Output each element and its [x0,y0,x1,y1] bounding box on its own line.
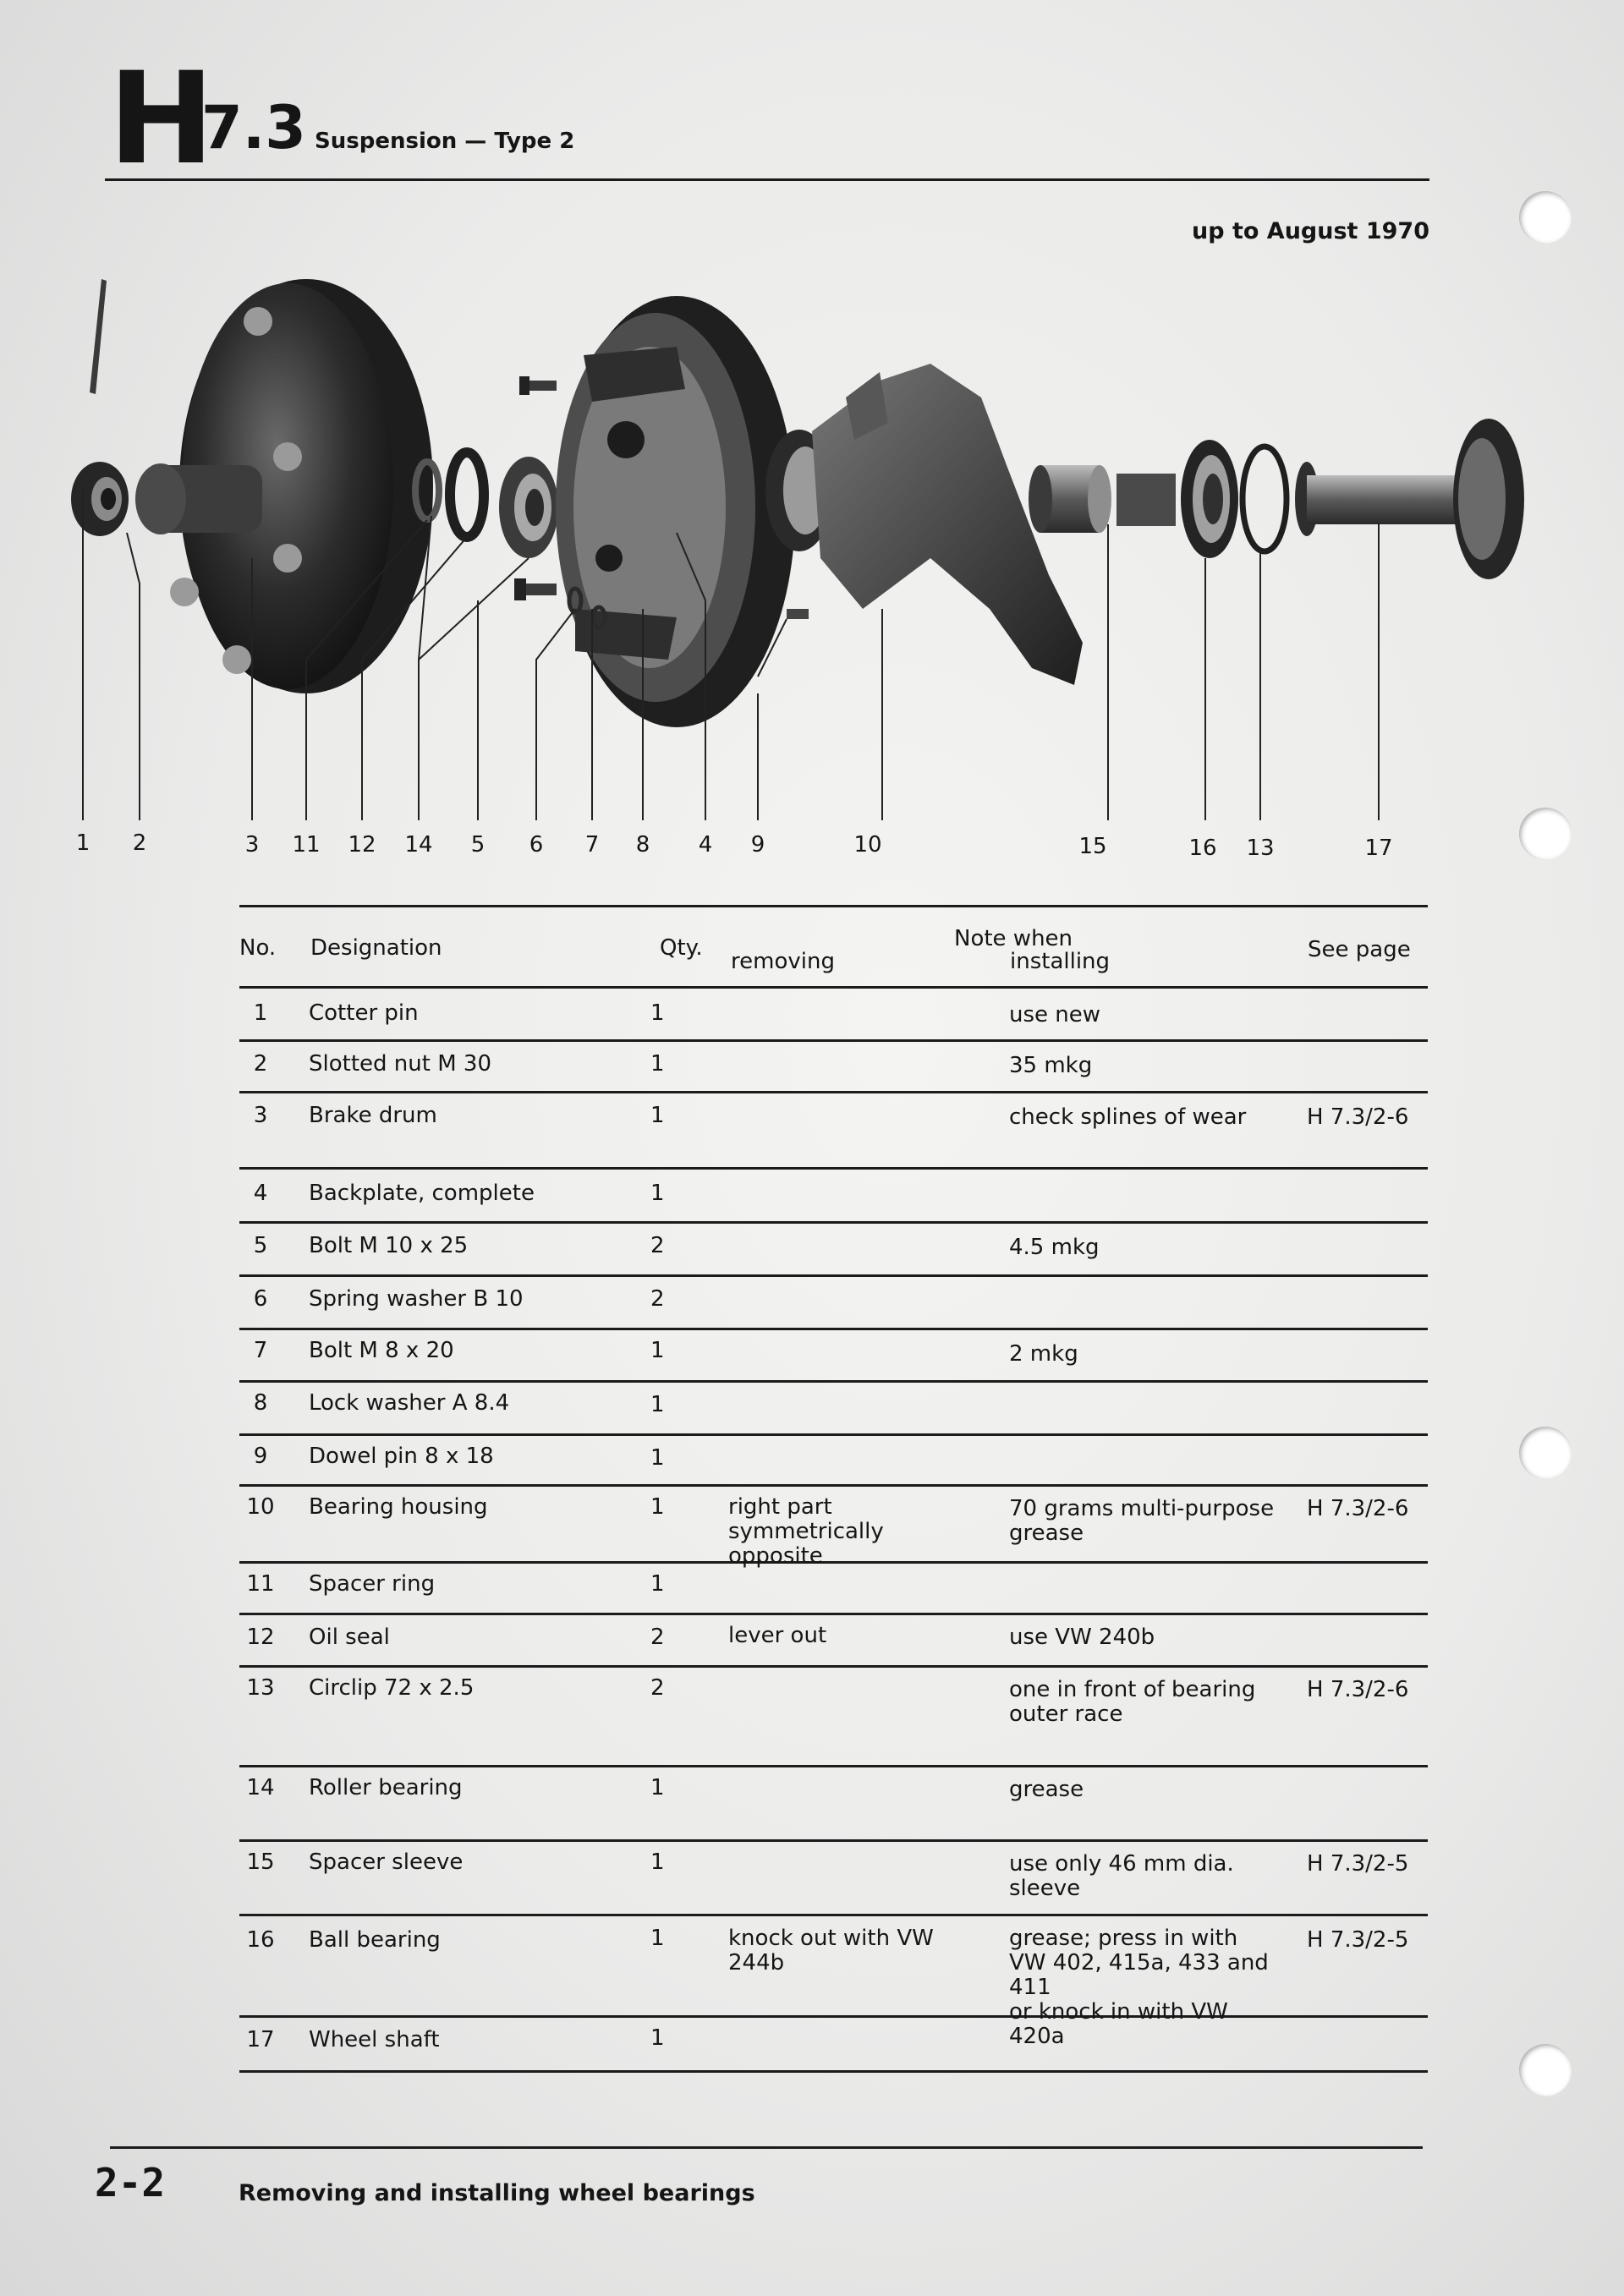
callout-10: 10 [853,832,882,858]
table-row [239,1042,1428,1093]
page-number: 2-2 [95,2160,166,2206]
callout-2: 2 [132,830,147,856]
row-no: 8 [253,1390,268,1416]
footer-rule [110,2146,1423,2149]
row-qty: 1 [650,2025,665,2051]
row-qty: 2 [650,1286,665,1312]
row-no: 1 [253,1000,268,1026]
punch-hole-middle [1519,1427,1572,1479]
row-qty: 1 [650,1338,665,1363]
row-no: 16 [246,1927,275,1953]
header-qty: Qty. [660,935,703,961]
table-row [239,1615,1428,1668]
callout-12: 12 [348,832,376,858]
brake-drum-part [135,279,433,693]
punch-hole-lower [1519,2044,1572,2096]
row-installing: 2 mkg [1009,1341,1078,1367]
row-installing: use new [1009,1002,1101,1027]
ball-bearing-part [1116,440,1238,558]
header-installing: installing [1010,949,1111,974]
table-top-rule [239,905,1428,907]
row-see-page: H 7.3/2-5 [1307,1851,1409,1877]
row-qty: 1 [650,1181,665,1206]
footer-title: Removing and installing wheel bearings [239,2180,755,2206]
callout-14: 14 [404,832,433,858]
row-see-page: H 7.3/2-6 [1307,1677,1409,1702]
row-qty: 1 [650,1051,665,1077]
callout-9: 9 [750,832,765,858]
row-designation: Bolt M 10 x 25 [309,1233,469,1258]
table-row [239,1436,1428,1487]
dowel-pin-part [787,609,809,619]
row-no: 4 [253,1181,268,1206]
callout-3: 3 [244,832,260,858]
row-qty: 1 [650,1775,665,1800]
row-designation: Brake drum [309,1103,437,1128]
callout-4: 4 [698,832,713,858]
row-removing: lever out [728,1623,827,1648]
callout-6: 6 [529,832,544,858]
row-designation: Spacer ring [309,1571,436,1597]
callout-8: 8 [635,832,650,858]
row-no: 5 [253,1233,268,1258]
row-designation: Spring washer B 10 [309,1286,524,1312]
row-no: 13 [246,1675,275,1701]
row-no: 2 [253,1051,268,1077]
section-title: Suspension — Type 2 [315,129,575,154]
callout-13: 13 [1246,836,1275,861]
exploded-view-drawing [34,254,1556,863]
table-row [239,1668,1428,1767]
row-designation: Cotter pin [309,1000,419,1026]
slotted-nut-part [71,462,129,536]
bolt-m10-part [514,578,557,600]
row-no: 6 [253,1286,268,1312]
row-designation: Wheel shaft [309,2027,440,2052]
section-number: 7.3 [201,93,307,162]
table-row [239,1224,1428,1277]
row-qty: 1 [650,1571,665,1597]
applicability-note: up to August 1970 [1192,218,1429,244]
row-no: 14 [246,1775,275,1800]
row-qty: 1 [650,1849,665,1875]
spacer-sleeve-part [1029,465,1111,533]
wheel-shaft-part [1295,419,1524,579]
header-note-when: Note when [954,926,1073,951]
oil-seal-part [450,452,484,537]
header-removing: removing [731,949,835,974]
row-qty: 1 [650,1392,665,1417]
row-see-page: H 7.3/2-6 [1307,1496,1409,1521]
row-installing: grease [1009,1777,1084,1802]
row-designation: Backplate, complete [309,1181,535,1206]
circlip-part [1243,447,1287,551]
table-row [239,2018,1428,2073]
row-designation: Ball bearing [309,1927,441,1953]
table-row [239,1277,1428,1330]
row-no: 17 [246,2027,275,2052]
callout-15: 15 [1078,834,1107,859]
row-no: 12 [246,1625,275,1650]
row-designation: Bearing housing [309,1494,488,1520]
row-no: 11 [246,1571,275,1597]
row-installing: 35 mkg [1009,1053,1093,1078]
callout-16: 16 [1188,836,1217,861]
table-row [239,1330,1428,1383]
row-installing: grease; press in with VW 402, 415a, 433 and 411 or knock in with VW 420a [1009,1926,1269,2049]
row-installing: use VW 240b [1009,1625,1155,1650]
row-designation: Oil seal [309,1625,390,1650]
row-designation: Slotted nut M 30 [309,1051,491,1077]
row-installing: 70 grams multi-purpose grease [1009,1496,1275,1546]
row-installing: check splines of wear [1009,1104,1247,1130]
row-designation: Circlip 72 x 2.5 [309,1675,475,1701]
punch-hole-top [1519,191,1572,244]
row-no: 15 [246,1849,275,1875]
header-no: No. [239,935,277,961]
row-installing: one in front of bearing outer race [1009,1677,1256,1727]
callout-17: 17 [1364,836,1393,861]
callout-7: 7 [584,832,600,858]
row-qty: 1 [650,1103,665,1128]
callout-11: 11 [292,832,321,858]
callout-5: 5 [470,832,486,858]
row-qty: 1 [650,1445,665,1471]
row-designation: Bolt M 8 x 20 [309,1338,454,1363]
row-removing: knock out with VW 244b [728,1926,934,1975]
row-no: 3 [253,1103,268,1128]
row-qty: 1 [650,1494,665,1520]
exploded-view-diagram [34,254,1556,863]
table-row [239,1564,1428,1615]
row-designation: Lock washer A 8.4 [309,1390,510,1416]
row-designation: Dowel pin 8 x 18 [309,1444,494,1469]
row-no: 9 [253,1444,268,1469]
row-designation: Roller bearing [309,1775,463,1800]
row-no: 7 [253,1338,268,1363]
table-row [239,1487,1428,1569]
header-designation: Designation [310,935,442,961]
roller-bearing-part [499,457,558,558]
cotter-pin-part [81,254,107,482]
row-qty: 2 [650,1675,665,1701]
table-row [239,1093,1428,1170]
row-designation: Spacer sleeve [309,1849,464,1875]
table-row [239,988,1428,1042]
table-row [239,1170,1428,1224]
bolt-m8-part [519,376,557,395]
row-qty: 2 [650,1625,665,1650]
row-see-page: H 7.3/2-6 [1307,1104,1409,1130]
row-no: 10 [246,1494,275,1520]
table-row [239,1767,1428,1842]
table-row [239,1842,1428,1916]
section-letter: H [108,46,211,193]
row-removing: right part symmetrically opposite [728,1494,884,1569]
row-qty: 1 [650,1000,665,1026]
row-see-page: H 7.3/2-5 [1307,1927,1409,1953]
row-installing: use only 46 mm dia. sleeve [1009,1851,1234,1901]
callout-1: 1 [75,830,91,856]
row-qty: 1 [650,1926,665,1951]
row-qty: 2 [650,1233,665,1258]
row-installing: 4.5 mkg [1009,1235,1100,1260]
header-see-page: See page [1308,937,1411,962]
header-rule [105,178,1429,181]
table-row [239,1383,1428,1436]
